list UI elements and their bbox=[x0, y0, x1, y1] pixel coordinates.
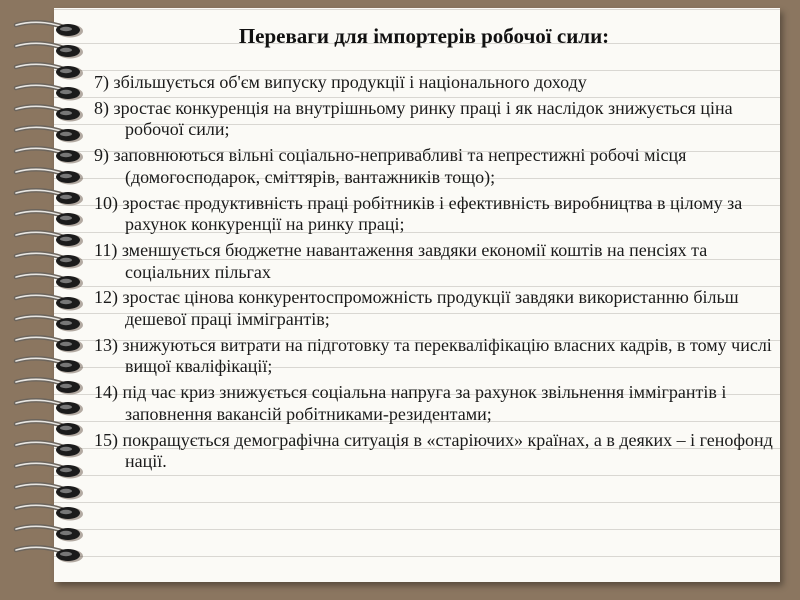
list-item: 15) покращується демографічна ситуація в «старіючих» країнах, а в деяких – і генофонд нації. bbox=[94, 429, 773, 472]
list-item: 10) зростає продуктивність праці робітників і ефективність виробництва в цілому за рахунок конкуренції на ринку праці; bbox=[94, 192, 743, 235]
slide-title: Переваги для імпортерів робочої сили: bbox=[238, 24, 610, 48]
spiral-binding-icon bbox=[0, 0, 100, 600]
notebook-page bbox=[54, 8, 780, 582]
benefits-list bbox=[94, 72, 774, 477]
list-item: 12) зростає цінова конкурентоспроможність продукції завдяки використанню більш дешевої праці іммігрантів; bbox=[94, 287, 739, 329]
list-item: 11) зменшується бюджетне навантаження завдяки економії коштів на пенсіях та соціальних пільгах bbox=[94, 240, 708, 282]
list-item: 9) заповнюються вільні соціально-непривабливі та непрестижні робочі місця (домогосподарок, сміттярів, вантажників тощо); bbox=[94, 145, 687, 187]
list-item: 14) під час криз знижується соціальна напруга за рахунок звільнення іммігрантів і заповнення вакансій робітниками-резидентами; bbox=[94, 382, 727, 424]
list-item: 13) знижуються витрати на підготовку та перекваліфікацію власних кадрів, в тому числі вищої кваліфікації; bbox=[94, 334, 772, 377]
list-item: 7) збільшується об'єм випуску продукції і національного доходу bbox=[94, 72, 587, 92]
list-item: 8) зростає конкуренція на внутрішньому ринку праці і як наслідок знижується ціна робочої сили; bbox=[94, 97, 733, 140]
